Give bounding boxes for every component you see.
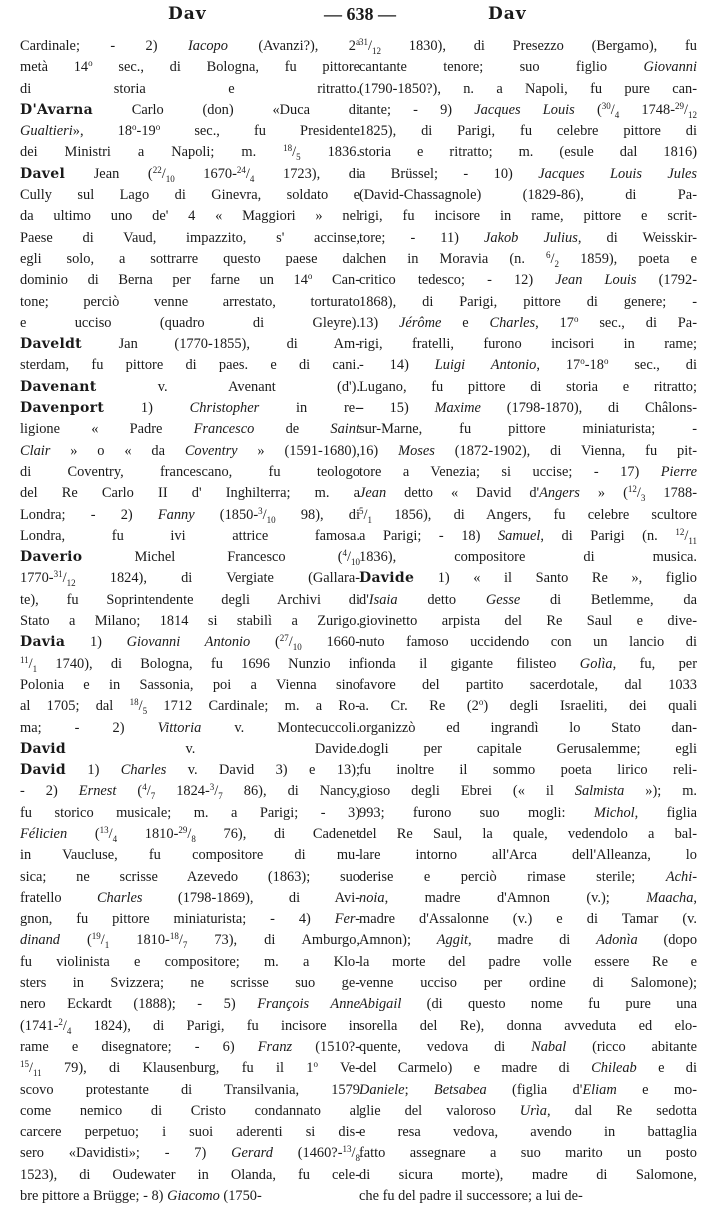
entry-headword: Daverio: [20, 549, 83, 566]
text-line: di Coventry, francescano, fu teologo: [20, 463, 360, 480]
text-line: tante; - 9) Jacques Louis ($^{30}/_4$ $1748-^{29}/_{12}$: [359, 100, 697, 120]
text-line: fratello Charles (1798-1869), di Avi-: [20, 889, 360, 906]
text-line: scovo protestante di Transilvania, 1579: [20, 1081, 360, 1098]
text-line: tore; - 11) Jakob Julius, di Weisskir-: [359, 229, 697, 246]
text-line: fu violinista e compositore; m. a Klo-: [20, 953, 360, 970]
text-line: del Re Saul, la quale, vedendolo a bal-: [359, 825, 697, 842]
text-line: del Carmelo) e madre di Chileab e di: [359, 1060, 697, 1077]
text-line: fatto assegnare a suo marito un posto: [359, 1145, 697, 1162]
text-line: sur-Marne, fu pittore miniaturista; -: [359, 421, 697, 438]
text-line: che fu del padre il successore; a lui de-: [359, 1188, 583, 1205]
text-line: Daveldt Jan (1770-1855), di Am-: [20, 336, 360, 353]
text-line: in Vaucluse, fu compositore di mu-: [20, 847, 360, 864]
text-line: Clair » o « da Coventry » (1591-1680),: [20, 442, 360, 459]
text-line: a. Cr. Re (2$^o$) degli Israeliti, dei quali: [359, 697, 697, 715]
entry-headword: Davia: [20, 634, 66, 651]
text-line: rame e disegnatore; - 6) Franz (1510?-: [20, 1038, 360, 1055]
text-line: D'Avarna Carlo (don) «Duca di: [20, 101, 360, 118]
text-line: glie del valoroso Urìa, dal Re sedotta: [359, 1102, 697, 1119]
text-line: $^{15}/_{11}$ 79), di Klausenburg, fu il 1$^o$ Ve-: [20, 1059, 360, 1079]
text-line: madre d'Assalonne (v.) e di Tamar (v.: [359, 911, 697, 928]
entry-headword: Daveldt: [20, 336, 82, 353]
text-line: a Parigi; - 18) Samuel, di Parigi (n. $^{12}/_{11}$: [359, 526, 697, 546]
text-line: Polonia e in Sassonia, poi a Vienna sino: [20, 676, 360, 693]
text-line: Davide 1) « il Santo Re », figlio: [359, 570, 697, 587]
text-line: gioso degli Ebrei (« il Salmista »); m.: [359, 783, 697, 800]
text-line: storia e ritratto; m. (esule dal 1816): [359, 144, 697, 161]
text-line: $^{31}/_{12}$ 1830), di Presezzo (Bergamo), fu: [359, 37, 697, 56]
text-line: Paese di Vaud, impazzito, s' accinse,: [20, 229, 360, 246]
text-line: Félicien ($^{13}/_4$ $1810-^{29}/_8$ 76), di Cadenet: [20, 824, 360, 844]
text-line: da ultimo uno de' 4 « Maggiori » nel: [20, 208, 360, 225]
text-line: 1868), di Parigi, pittore di genere; -: [359, 293, 697, 310]
page-header: [0, 0, 718, 34]
text-line: noia, madre d'Amnon (v.); Maacha,: [359, 889, 697, 906]
text-line: dinand ($^{19}/_1$ $1810-^{18}/_7$ 73), di Amburgo,: [20, 931, 360, 951]
entry-headword: Davenant: [20, 378, 97, 395]
text-line: nero Eckardt (1888); - 5) François Anne: [20, 996, 360, 1013]
text-line: (1790-1850?), n. a Napoli, fu pure can-: [359, 80, 697, 97]
text-line: dominio di Berna per farne un 14$^o$ Can-: [20, 271, 360, 289]
entry-headword: D'Avarna: [20, 101, 93, 118]
running-head-right: Dav: [488, 4, 527, 24]
entry-headword: Davide: [359, 570, 415, 587]
text-line: Davenport 1) Christopher in re-: [20, 400, 360, 417]
text-line: sero «Davidisti»; - 7) Gerard ($1460?-^{13}/_8$: [20, 1144, 360, 1164]
text-line: $^{11}/_1$ 1740), di Bologna, fu 1696 Nunzio in: [20, 654, 360, 674]
text-line: Abigail (di questo nome fu pure una: [359, 996, 697, 1013]
text-line: a Brüssel; - 10) Jacques Louis Jules: [359, 165, 697, 182]
text-line: Gualtieri», 18$^o$-19$^o$ sec., fu Presidente: [20, 122, 360, 140]
text-line: 1825), di Parigi, fu celebre pittore di: [359, 123, 697, 140]
text-line: rigi, fu incisore in rame, pittore e scrit-: [359, 208, 697, 225]
text-line: sterdam, fu pittore di paes. e di cani.: [20, 357, 360, 374]
text-line: te), fu Soprintendente degli Archivi di: [20, 591, 360, 608]
text-line: egli solo, a sottrarre questo paese dal: [20, 250, 360, 267]
text-line: e resa vedova, avendo in battaglia: [359, 1124, 697, 1141]
text-line: Lugano, fu pittore di storia e ritratto;: [359, 378, 697, 395]
text-line: e ucciso (quadro di Gleyre).: [20, 314, 360, 331]
text-line: Davenant v. Avenant (d').: [20, 378, 360, 395]
text-line: $1770-^{31}/_{12}$ 1824), di Vergiate (Gallara-: [20, 569, 360, 589]
text-line: Jean detto « David d'Angers » ($^{12}/_3$ 1788-: [359, 484, 697, 504]
text-line: Londra; - 2) Fanny ($1850-^3/_{10}$ 98), di: [20, 505, 360, 525]
text-line: 1836), compositore di musica.: [359, 549, 697, 566]
text-line: metà 14$^o$ sec., di Bologna, fu pittore: [20, 58, 360, 76]
text-line: critico tedesco; - 12) Jean Louis (1792-: [359, 272, 697, 289]
text-line: sters in Svizzera; ne scrisse suo ge-: [20, 975, 360, 992]
running-head-left: Dav: [168, 4, 207, 24]
text-line: di storia e ritratto.: [20, 80, 360, 97]
entry-headword: Davenport: [20, 400, 105, 417]
text-line: di sicura morte), madre di Salomone,: [359, 1166, 697, 1183]
text-line: la morte del padre volle essere Re e: [359, 953, 697, 970]
text-line: chen in Moravia (n. $^6/_2$ 1859), poeta e: [359, 249, 697, 269]
text-line: carcere perpetuo; i suoi aderenti si dis-: [20, 1124, 360, 1141]
text-line: fu storico musicale; m. a Parigi; - 3): [20, 804, 360, 821]
text-line: favore del partito sacerdotale, dal 1033: [359, 676, 697, 693]
text-line: organizzò ed ingrandì lo Stato dan-: [359, 719, 697, 736]
text-line: Daniele; Betsabea (figlia d'Eliam e mo-: [359, 1081, 697, 1098]
entry-headword: David: [20, 740, 66, 757]
text-line: bre pittore a Brügge; - 8) Giacomo (1750-: [20, 1188, 262, 1205]
right-column: [359, 36, 697, 1207]
text-line: Londra, fu ivi attrice famosa.: [20, 527, 360, 544]
text-line: ($1741-^2/_4$ 1824), di Parigi, fu incisore in: [20, 1016, 360, 1036]
text-line: d'Isaia detto Gesse di Betlemme, da: [359, 591, 697, 608]
text-line: venne ucciso per ordine di Salomone);: [359, 975, 697, 992]
text-line: del Re Carlo II d' Inghilterra; m. a: [20, 485, 360, 502]
text-line: $^5/_1$ 1856), di Angers, fu celebre scultore: [359, 505, 697, 525]
text-line: tore a Venezia; si uccise; - 17) Pierre: [359, 463, 697, 480]
text-line: 993; furono suo mogli: Michol, figlia: [359, 804, 697, 821]
text-line: David 1) Charles v. David 3) e 13);: [20, 762, 360, 779]
text-line: Stato a Milano; 1814 si stabilì a Zurigo.: [20, 613, 360, 630]
page-number: — 638 —: [324, 4, 396, 24]
text-line: David v. Davide.: [20, 740, 360, 757]
text-line: nuto famoso uccidendo con un lancio di: [359, 634, 697, 651]
text-line: dei Ministri a Napoli; m. $^{18}/_5$ 1836.: [20, 143, 360, 163]
text-line: sica; ne scrisse Azevedo (1863); suo: [20, 868, 360, 885]
text-line: Cully sul Lago di Ginevra, soldato e: [20, 187, 360, 204]
entry-headword: Davel: [20, 165, 66, 182]
entry-headword: David: [20, 762, 66, 779]
text-line: al 1705; dal $^{18}/_5$ 1712 Cardinale; m. a Ro-: [20, 697, 360, 717]
text-line: sorella del Re), donna avveduta ed elo-: [359, 1017, 697, 1034]
text-line: ligione « Padre Francesco de Saint: [20, 421, 360, 438]
text-line: dogli per capitale Gerusalemme; egli: [359, 740, 697, 757]
text-line: 1523), di Oudewater in Olanda, fu cele-: [20, 1166, 360, 1183]
text-line: lare intorno all'Arca dell'Alleanza, lo: [359, 847, 697, 864]
text-line: 16) Moses (1872-1902), di Vienna, fu pit-: [359, 442, 697, 459]
text-line: giovinetto arpista del Re Saul e dive-: [359, 613, 697, 630]
text-line: - 15) Maxime (1798-1870), di Châlons-: [359, 400, 697, 417]
text-line: Amnon); Aggit, madre di Adonìa (dopo: [359, 932, 697, 949]
left-column: [20, 36, 360, 1207]
text-line: fionda il gigante filisteo Golìa, fu, per: [359, 655, 697, 672]
text-line: cantante tenore; suo figlio Giovanni: [359, 59, 697, 76]
text-line: tone; perciò venne arrestato, torturato: [20, 293, 360, 310]
text-line: quente, vedova di Nabal (ricco abitante: [359, 1038, 697, 1055]
text-line: Cardinale; - 2) Iacopo (Avanzi?), 2$^a$: [20, 37, 360, 54]
text-line: fu inoltre il sommo poeta lirico reli-: [359, 762, 697, 779]
text-line: Daverio Michel Francesco ($^4/_{10}$: [20, 548, 360, 567]
text-line: 13) Jérôme e Charles, 17$^o$ sec., di Pa-: [359, 313, 697, 331]
text-line: come nemico di Cristo condannato al: [20, 1102, 360, 1119]
text-line: - 2) Ernest ($^4/_7$ $1824-^3/_7$ 86), di Nancy,: [20, 782, 360, 802]
text-line: Davel Jean ($^{22}/_{10}$ $1670-^{24}/_4$ 1723), di: [20, 164, 360, 184]
text-line: Davia 1) Giovanni Antonio ($^{27}/_{10}$ 1660-: [20, 633, 360, 653]
text-line: derise e perciò rimase sterile; Achi-: [359, 868, 697, 885]
text-line: (David-Chassagnole) (1829-86), di Pa-: [359, 187, 697, 204]
text-line: rigi, fratelli, furono incisori in rame;: [359, 336, 697, 353]
text-line: gnon, fu pittore miniaturista; - 4) Fer-: [20, 911, 360, 928]
text-line: - 14) Luigi Antonio, 17$^o$-18$^o$ sec., di: [359, 356, 697, 374]
text-line: ma; - 2) Vittoria v. Montecuccoli.: [20, 719, 360, 736]
